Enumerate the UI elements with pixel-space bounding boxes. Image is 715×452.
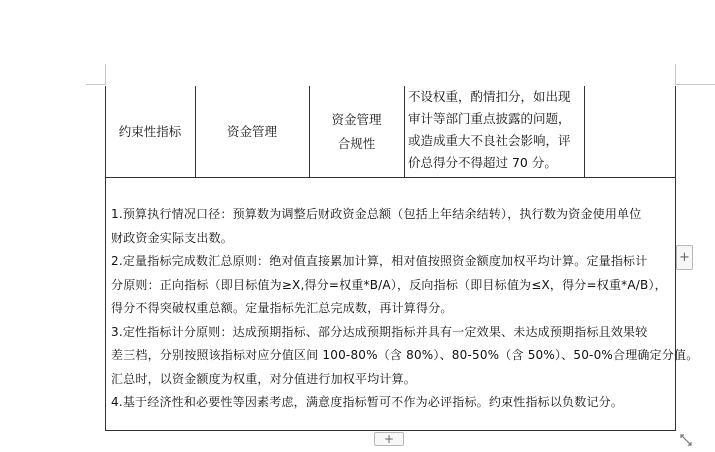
level2-line-2: 合规性: [337, 135, 376, 151]
add-row-button[interactable]: [374, 432, 404, 446]
table-cell-empty[interactable]: [584, 86, 675, 177]
note-line: 4.基于经济性和必要性等因素考虑，满意度指标暂可不作为必评指标。约束性指标以负数记分。: [111, 395, 624, 409]
indicator-table: [105, 86, 699, 431]
row-divider: [105, 177, 676, 178]
note-line: 分原则：正向指标（即目标值为≥X,得分=权重*B/A），反向指标（即目标值为≤X，得分=权重*A/B），: [111, 277, 667, 292]
table-cell-criteria[interactable]: [404, 86, 584, 177]
note-line: 财政资金实际支出数。: [111, 230, 234, 245]
corner-mark-right: [675, 84, 715, 85]
plus-icon: +: [679, 250, 690, 265]
note-line: 汇总时，以资金额度为权重，对分值进行加权平均计算。: [111, 371, 417, 386]
add-column-button[interactable]: [676, 245, 693, 270]
corner-mark-right-v: [675, 64, 676, 85]
note-line: 3.定性指标计分原则：达成预期指标、部分达成预期指标并具有一定效果、未达成预期指标且效果较: [111, 324, 648, 339]
criteria-line-3: 或造成重大不良社会影响，评: [408, 133, 571, 148]
note-line: 1.预算执行情况口径：预算数为调整后财政资金总额（包括上年结余结转），执行数为资金使用单位: [111, 207, 642, 221]
level2-line-1: 资金管理: [331, 111, 382, 127]
notes-block[interactable]: [111, 203, 699, 415]
note-line: 差三档，分别按照该指标对应分值区间 100-80%（含 80%）、80-50%（含 50%）、50-0%合理确定分值。: [111, 348, 699, 362]
resize-diagonal-icon[interactable]: [678, 432, 694, 448]
corner-mark-left-v: [105, 64, 106, 85]
criteria-line-2: 审计等部门重点披露的问题，: [408, 111, 571, 126]
criteria-line-1: 不设权重，酌情扣分，如出现: [408, 89, 571, 104]
plus-icon: +: [383, 432, 395, 446]
corner-mark-left: [86, 84, 106, 85]
note-line: 2.定量指标完成数汇总原则：绝对值直接累加计算，相对值按照资金额度加权平均计算。定量指标计: [111, 254, 648, 268]
criteria-line-4: 价总得分不得超过 70 分。: [408, 155, 557, 170]
table-border-bottom: [105, 430, 676, 431]
category-text: 约束性指标: [118, 123, 182, 139]
table-cell-category[interactable]: [105, 86, 195, 177]
table-cell-level2[interactable]: [309, 86, 404, 177]
level1-text: 资金管理: [226, 123, 277, 139]
note-line: 得分不得突破权重总额。定量指标先汇总完成数，再计算得分。: [111, 301, 453, 315]
table-cell-level1[interactable]: [195, 86, 309, 177]
